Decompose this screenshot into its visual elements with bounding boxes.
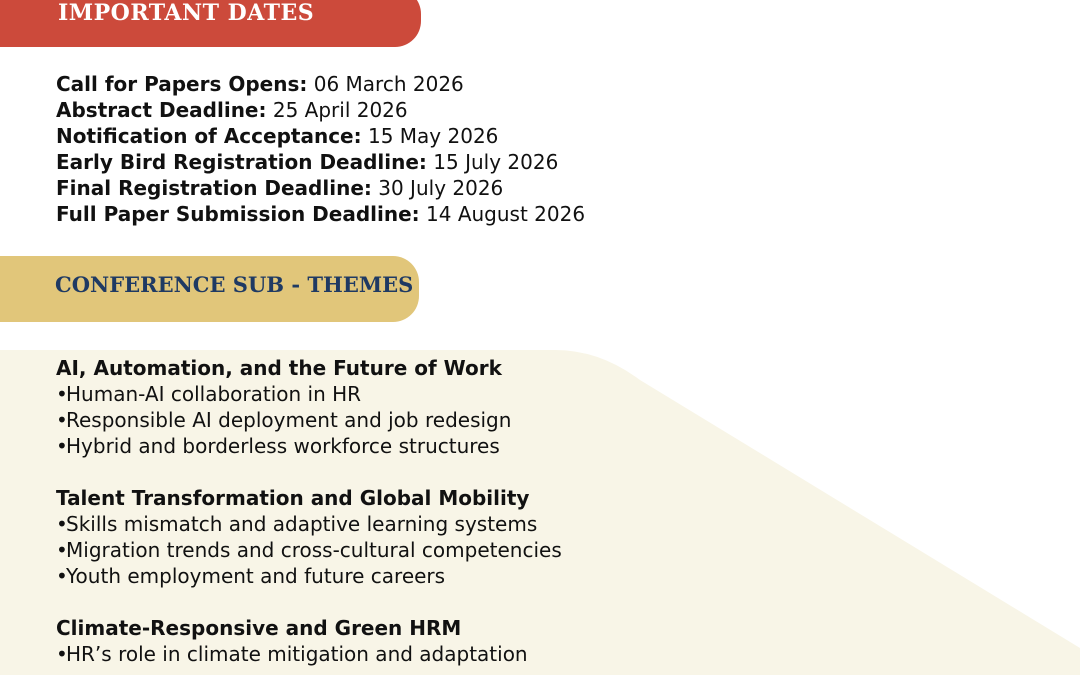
bullet-icon: •	[56, 564, 68, 588]
theme-item	[56, 537, 562, 563]
date-label: Call for Papers Opens:	[56, 72, 308, 96]
important-dates-banner	[0, 0, 421, 47]
theme-group	[56, 615, 562, 667]
date-row	[56, 149, 585, 175]
important-dates-heading: IMPORTANT DATES	[58, 0, 315, 26]
theme-item-text: Hybrid and borderless workforce structures	[66, 434, 500, 458]
theme-item-text: Human-AI collaboration in HR	[66, 382, 362, 406]
bullet-icon: •	[56, 382, 68, 406]
theme-item-text: HR’s role in climate mitigation and adaptation	[66, 642, 528, 666]
theme-item	[56, 511, 562, 537]
date-label: Final Registration Deadline:	[56, 176, 372, 200]
theme-item-text: Youth employment and future careers	[66, 564, 446, 588]
date-row	[56, 123, 585, 149]
date-label: Notification of Acceptance:	[56, 124, 362, 148]
dates-list	[56, 71, 585, 227]
bullet-icon: •	[56, 408, 68, 432]
theme-item	[56, 407, 562, 433]
date-label: Abstract Deadline:	[56, 98, 267, 122]
theme-item-text: Skills mismatch and adaptive learning systems	[66, 512, 538, 536]
date-row	[56, 97, 585, 123]
bullet-icon: •	[56, 434, 68, 458]
date-value: 14 August 2026	[426, 202, 586, 226]
bullet-icon: •	[56, 512, 68, 536]
sub-themes-heading: CONFERENCE SUB - THEMES	[55, 272, 414, 297]
date-row	[56, 175, 585, 201]
themes-list	[56, 355, 562, 693]
date-value: 06 March 2026	[313, 72, 464, 96]
theme-title: Talent Transformation and Global Mobility	[56, 486, 530, 510]
date-value: 15 July 2026	[433, 150, 559, 174]
bullet-icon: •	[56, 538, 68, 562]
date-value: 15 May 2026	[367, 124, 499, 148]
theme-item-text: Responsible AI deployment and job redesign	[66, 408, 512, 432]
theme-item	[56, 381, 562, 407]
theme-title: Climate-Responsive and Green HRM	[56, 616, 462, 640]
date-row	[56, 71, 585, 97]
sub-themes-banner	[0, 256, 419, 322]
bullet-icon: •	[56, 642, 68, 666]
theme-group	[56, 485, 562, 589]
theme-item	[56, 641, 562, 667]
theme-group	[56, 355, 562, 459]
date-row	[56, 201, 585, 227]
theme-item-text: Migration trends and cross-cultural competencies	[66, 538, 562, 562]
theme-item	[56, 563, 562, 589]
date-value: 30 July 2026	[378, 176, 504, 200]
date-value: 25 April 2026	[272, 98, 408, 122]
date-label: Full Paper Submission Deadline:	[56, 202, 420, 226]
theme-item	[56, 433, 562, 459]
date-label: Early Bird Registration Deadline:	[56, 150, 427, 174]
theme-title: AI, Automation, and the Future of Work	[56, 356, 502, 380]
